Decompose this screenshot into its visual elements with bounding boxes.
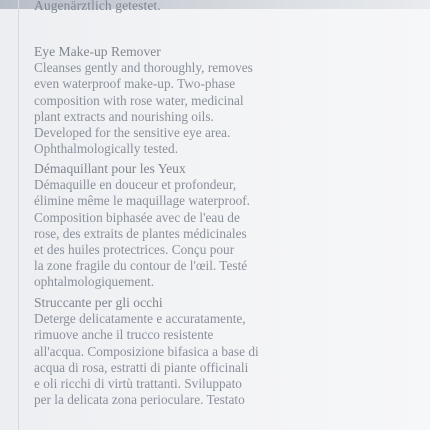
section-title-english: Eye Make-up Remover [34,44,161,59]
section-title-italian: Struccante per gli occhi [34,295,163,310]
text-line: Composition biphasée avec de l'eau de [34,209,240,225]
text-line: acqua di rosa, estratti di piante officinali [34,359,249,375]
text-line: all'acqua. Composizione bifasica a base di [34,343,259,359]
section-english [34,44,394,157]
text-line: et des huiles protectrices. Conçu pour [34,242,235,258]
text-line: élimine même le maquillage waterproof. [34,193,250,209]
text-line: e oli ricchi di virtù trattanti. Sviluppato [34,376,242,392]
text-line: Ophthalmologically tested. [34,141,179,157]
text-line: rose, des extraits de plantes médicinales [34,225,247,241]
section-italian [34,295,394,408]
text-line: plant extracts and nourishing oils. [34,108,214,124]
top-partial-line: Augenärztlich getestet. [34,0,161,13]
text-line: la zone fragile du contour de l'œil. Testé [34,258,248,274]
label-edge-line [18,0,19,430]
text-line: Deterge delicatamente e accuratamente, [34,311,246,327]
text-line: Developed for the sensitive eye area. [34,125,231,141]
section-title-french: Démaquillant pour les Yeux [34,161,186,176]
text-line: even waterproof make-up. Two-phase [34,76,236,92]
section-french [34,161,394,291]
text-line: rimuove anche il trucco resistente [34,327,214,343]
text-line: composition with rose water, medicinal [34,92,244,108]
text-line: Démaquille en douceur et profondeur, [34,177,237,193]
text-line: Cleanses gently and thoroughly, removes [34,60,253,76]
text-line: per la delicata zona perioculare. Testato [34,392,245,408]
text-line: ophtalmologiquement. [34,274,155,290]
